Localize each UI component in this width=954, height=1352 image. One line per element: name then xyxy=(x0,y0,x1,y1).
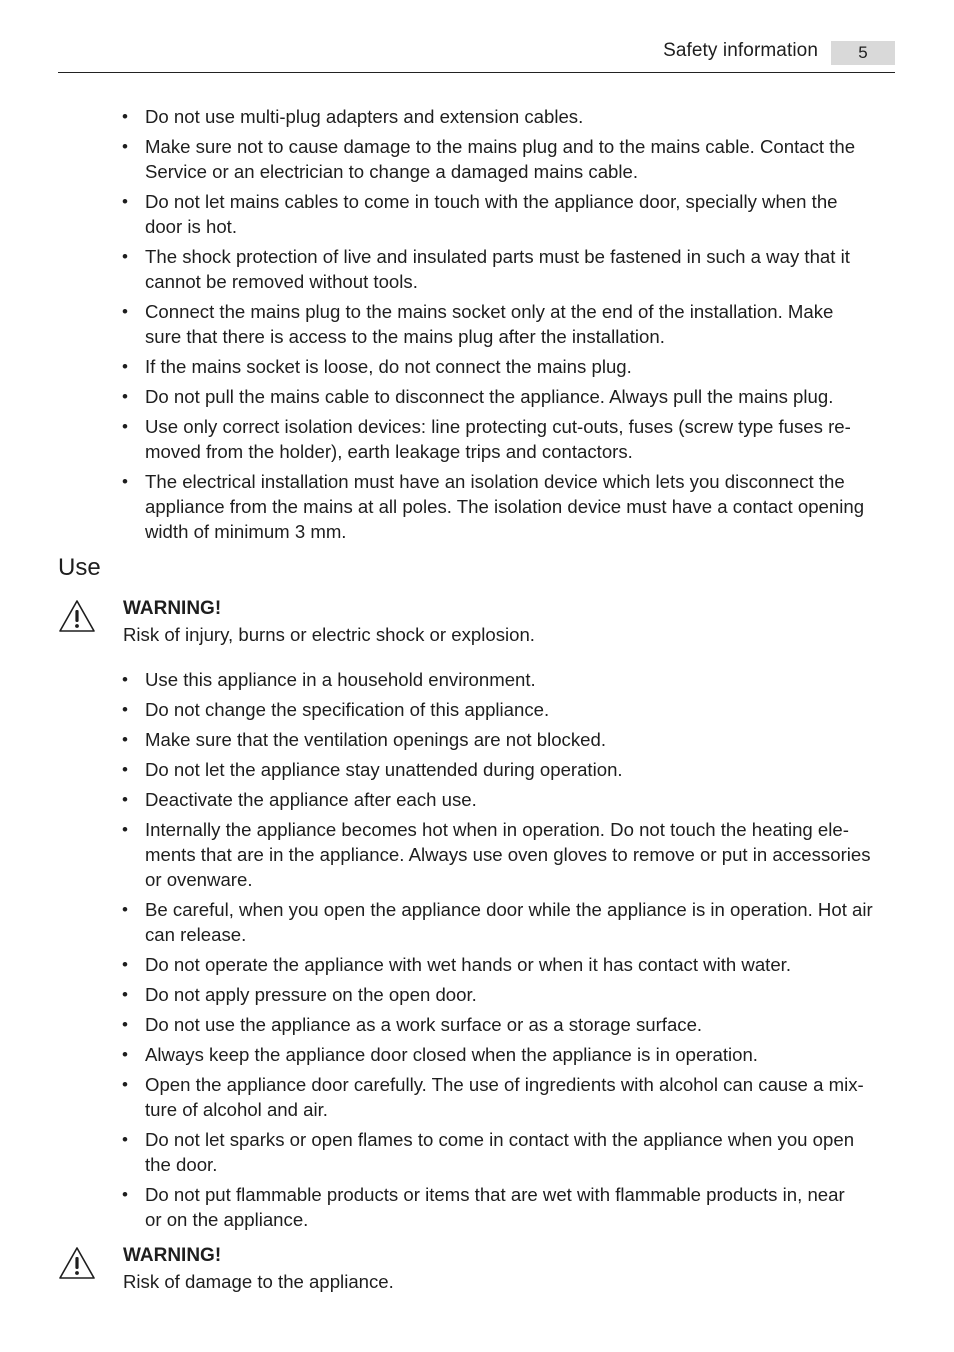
list-item xyxy=(122,727,902,752)
bullet-icon: • xyxy=(122,1045,128,1064)
list-item-line: appliance from the mains at all poles. The isolation device must have a contact opening xyxy=(145,496,865,517)
list-item-line: door is hot. xyxy=(145,216,237,237)
list-item-line: Connect the mains plug to the mains socket only at the end of the installation. Make xyxy=(145,301,834,322)
list-item-line: Do not use multi-plug adapters and extension cables. xyxy=(145,106,584,127)
warning-title: WARNING! xyxy=(123,1245,222,1266)
bullet-icon: • xyxy=(122,730,128,749)
list-item xyxy=(122,299,902,349)
bullet-icon: • xyxy=(122,137,128,156)
list-item xyxy=(122,1042,902,1067)
warning-triangle-icon xyxy=(58,1246,96,1280)
list-item-line: or ovenware. xyxy=(145,869,253,890)
list-item-line: If the mains socket is loose, do not connect the mains plug. xyxy=(145,356,632,377)
list-item-line: Open the appliance door carefully. The use of ingredients with alcohol can cause a mix- xyxy=(145,1074,864,1095)
bullet-icon: • xyxy=(122,1185,128,1204)
electrical-safety-list xyxy=(122,104,902,549)
list-item-line: The shock protection of live and insulated parts must be fastened in such a way that it xyxy=(145,246,850,267)
list-item xyxy=(122,667,902,692)
list-item-line: Make sure not to cause damage to the mains plug and to the mains cable. Contact the xyxy=(145,136,856,157)
list-item xyxy=(122,134,902,184)
list-item xyxy=(122,787,902,812)
bullet-icon: • xyxy=(122,790,128,809)
list-item-line: Do not let the appliance stay unattended during operation. xyxy=(145,759,623,780)
list-item xyxy=(122,757,902,782)
list-item-line: or on the appliance. xyxy=(145,1209,309,1230)
list-item-line: Do not operate the appliance with wet hands or when it has contact with water. xyxy=(145,954,791,975)
list-item xyxy=(122,697,902,722)
list-item-line: ture of alcohol and air. xyxy=(145,1099,328,1120)
header-title: Safety information xyxy=(663,40,818,61)
bullet-icon: • xyxy=(122,387,128,406)
list-item xyxy=(122,1127,902,1177)
list-item-line: width of minimum 3 mm. xyxy=(145,521,347,542)
list-item-line: Do not let sparks or open flames to come in contact with the appliance when you open xyxy=(145,1129,855,1150)
list-item-line: Make sure that the ventilation openings are not blocked. xyxy=(145,729,607,750)
list-item xyxy=(122,414,902,464)
use-safety-list xyxy=(122,667,902,1237)
list-item-line: sure that there is access to the mains plug after the installation. xyxy=(145,326,665,347)
list-item xyxy=(122,982,902,1007)
bullet-icon: • xyxy=(122,357,128,376)
list-item-line: The electrical installation must have an isolation device which lets you disconnect the xyxy=(145,471,845,492)
bullet-icon: • xyxy=(122,955,128,974)
list-item xyxy=(122,952,902,977)
section-heading-use: Use xyxy=(58,554,101,581)
list-item xyxy=(122,104,902,129)
list-item xyxy=(122,354,902,379)
list-item-line: Do not apply pressure on the open door. xyxy=(145,984,477,1005)
list-item xyxy=(122,1182,902,1232)
list-item-line: Do not use the appliance as a work surface or as a storage surface. xyxy=(145,1014,703,1035)
list-item-line: cannot be removed without tools. xyxy=(145,271,418,292)
list-item xyxy=(122,897,902,947)
bullet-icon: • xyxy=(122,247,128,266)
list-item-line: Use this appliance in a household environment. xyxy=(145,669,536,690)
list-item xyxy=(122,817,902,892)
list-item xyxy=(122,244,902,294)
warning-box xyxy=(58,1244,895,1304)
list-item xyxy=(122,189,902,239)
bullet-icon: • xyxy=(122,107,128,126)
bullet-icon: • xyxy=(122,1015,128,1034)
list-item-line: Do not pull the mains cable to disconnect the appliance. Always pull the mains plug. xyxy=(145,386,834,407)
bullet-icon: • xyxy=(122,1075,128,1094)
list-item-line: Be careful, when you open the appliance door while the appliance is in operation. Hot air xyxy=(145,899,873,920)
bullet-icon: • xyxy=(122,670,128,689)
list-item-line: Internally the appliance becomes hot when in operation. Do not touch the heating ele- xyxy=(145,819,849,840)
list-item-line: can release. xyxy=(145,924,247,945)
list-item-line: Deactivate the appliance after each use. xyxy=(145,789,477,810)
list-item-line: ments that are in the appliance. Always use oven gloves to remove or put in accessories xyxy=(145,844,871,865)
warning-text: Risk of damage to the appliance. xyxy=(123,1271,394,1292)
bullet-icon: • xyxy=(122,1130,128,1149)
list-item-line: Do not change the specification of this appliance. xyxy=(145,699,550,720)
bullet-icon: • xyxy=(122,760,128,779)
bullet-icon: • xyxy=(122,985,128,1004)
list-item-line: Service or an electrician to change a damaged mains cable. xyxy=(145,161,639,182)
list-item xyxy=(122,469,902,544)
list-item-line: Do not put flammable products or items that are wet with flammable products in, near xyxy=(145,1184,845,1205)
bullet-icon: • xyxy=(122,417,128,436)
bullet-icon: • xyxy=(122,700,128,719)
bullet-icon: • xyxy=(122,302,128,321)
list-item xyxy=(122,1012,902,1037)
list-item xyxy=(122,384,902,409)
list-item xyxy=(122,1072,902,1122)
bullet-icon: • xyxy=(122,472,128,491)
bullet-icon: • xyxy=(122,192,128,211)
warning-title: WARNING! xyxy=(123,598,222,619)
warning-triangle-icon xyxy=(58,599,96,633)
list-item-line: moved from the holder), earth leakage trips and contactors. xyxy=(145,441,633,462)
list-item-line: Use only correct isolation devices: line protecting cut-outs, fuses (screw type fuses re- xyxy=(145,416,851,437)
bullet-icon: • xyxy=(122,820,128,839)
warning-box xyxy=(58,597,895,657)
bullet-icon: • xyxy=(122,900,128,919)
page-number: 5 xyxy=(831,41,895,65)
page-header xyxy=(58,38,895,73)
list-item-line: the door. xyxy=(145,1154,218,1175)
list-item-line: Always keep the appliance door closed when the appliance is in operation. xyxy=(145,1044,758,1065)
warning-text: Risk of injury, burns or electric shock or explosion. xyxy=(123,624,535,645)
list-item-line: Do not let mains cables to come in touch with the appliance door, specially when the xyxy=(145,191,838,212)
